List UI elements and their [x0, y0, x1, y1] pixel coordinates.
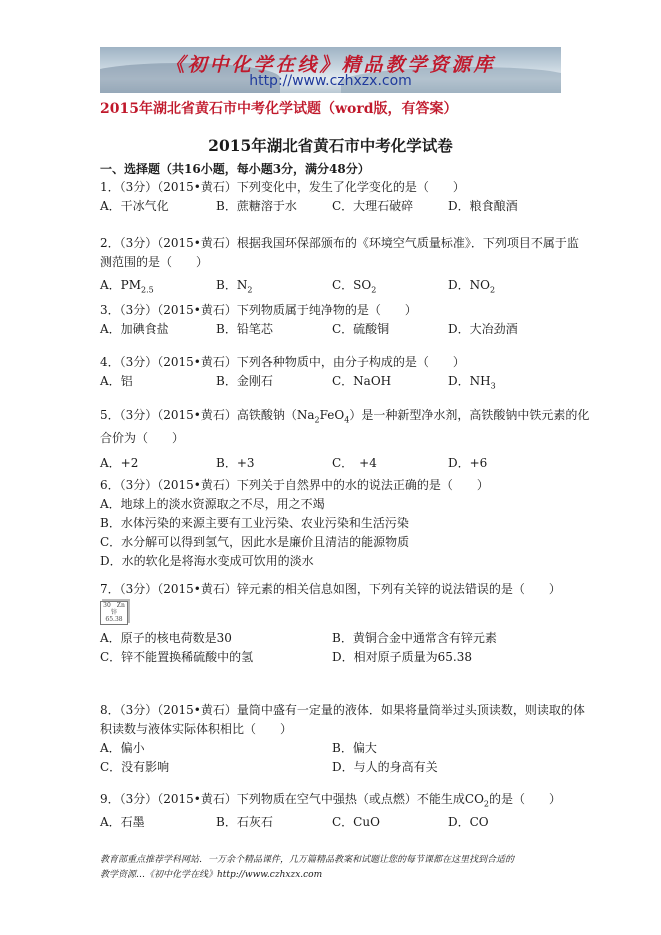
question-stem: 8．（3分）（2015•黄石）量筒中盛有一定量的液体．如果将量筒举过头顶读数，则读取的体: [100, 703, 585, 717]
option-d: D．$NH_3$: [448, 374, 496, 391]
question-stem: 3．（3分）（2015•黄石）下列物质属于纯净物的是（ ）: [100, 303, 417, 317]
option-a: A．+2: [100, 456, 139, 471]
question-2: [100, 234, 579, 295]
option-c: C．NaOH: [332, 374, 392, 388]
question-5: [100, 406, 590, 473]
document-link-title[interactable]: 2015年湖北省黄石市中考化学试题（word版，有答案）: [100, 101, 458, 117]
page-footer: [100, 853, 565, 883]
option-d: D．$NO_2$: [448, 278, 496, 295]
option-b: B．铅笔芯: [216, 322, 273, 336]
question-stem-continued: 合价为（ ）: [100, 431, 185, 446]
option-a: A．铝: [100, 374, 133, 388]
option-a: A．$PM_{2.5}$: [100, 278, 154, 295]
zinc-symbol: 30 Zn: [103, 602, 125, 609]
question-8: [100, 701, 585, 777]
option-a: A．干冰气化: [100, 199, 169, 213]
option-b: B．偏大: [332, 741, 377, 755]
footer-line-1: 教育部重点推荐学科网站．一万余个精品课件，几万篇精品教案和试题让您的每节课都在这里找到合适的: [100, 855, 515, 865]
option-c: C． +4: [332, 456, 377, 471]
option-a: A．加碘食盐: [100, 322, 169, 336]
option-b: B．黄铜合金中通常含有锌元素: [332, 631, 497, 645]
question-7: [100, 580, 565, 667]
option-c: C．大理石破碎: [332, 199, 414, 213]
question-stem-continued: 测范围的是（ ）: [100, 255, 209, 269]
option-d: D．大冶劲酒: [448, 322, 518, 336]
footer-line-2[interactable]: 教学资源…《初中化学在线》http://www.czhxzx.com: [100, 870, 323, 880]
zinc-element-card: [100, 601, 128, 625]
option-b: B．蔗糖溶于水: [216, 199, 297, 213]
option-c: C．硫酸铜: [332, 322, 390, 336]
banner-title: 《初中化学在线》精品教学资源库: [165, 54, 496, 76]
option-c: C．CuO: [332, 815, 380, 830]
option-a: A．偏小: [100, 741, 145, 755]
option-d: D．相对原子质量为65.38: [332, 650, 472, 664]
option-c: C．没有影响: [100, 760, 170, 774]
option-a: A．地球上的淡水资源取之不尽，用之不竭: [100, 497, 325, 511]
question-3: [100, 301, 565, 339]
option-b: B．石灰石: [216, 815, 273, 830]
question-4: [100, 353, 565, 391]
banner-url[interactable]: http://www.czhxzx.com: [249, 73, 412, 89]
option-b: B．+3: [216, 456, 255, 471]
option-c: C．锌不能置换稀硫酸中的氢: [100, 650, 254, 664]
option-d: D．水的软化是将海水变成可饮用的淡水: [100, 554, 314, 568]
question-6: [100, 476, 565, 571]
option-d: D．与人的身高有关: [332, 760, 438, 774]
page-title: 2015年湖北省黄石市中考化学试卷: [208, 136, 453, 155]
option-a: A．石墨: [100, 815, 145, 830]
option-d: D．CO: [448, 815, 489, 830]
question-stem: 5．（3分）（2015•黄石）高铁酸钠$(Na_2FeO_4)$是一种新型净水剂，高铁酸钠中铁元素的化: [100, 408, 590, 425]
question-stem: 6．（3分）（2015•黄石）下列关于自然界中的水的说法正确的是（ ）: [100, 478, 489, 492]
option-d: D．+6: [448, 456, 488, 471]
option-b: B．$N_2$: [216, 278, 253, 295]
question-1: [100, 178, 565, 216]
option-c: C．水分解可以得到氢气，因此水是廉价且清洁的能源物质: [100, 535, 410, 549]
question-stem: 4．（3分）（2015•黄石）下列各种物质中，由分子构成的是（ ）: [100, 355, 465, 369]
option-a: A．原子的核电荷数是30: [100, 631, 232, 645]
section-heading: 一、选择题（共16小题，每小题3分，满分48分）: [100, 162, 370, 176]
option-d: D．粮食酿酒: [448, 199, 518, 213]
option-b: B．金刚石: [216, 374, 273, 388]
question-stem-continued: 积读数与液体实际体积相比（ ）: [100, 722, 293, 736]
zinc-mass: 65.38: [105, 616, 123, 623]
option-b: B．水体污染的来源主要有工业污染、农业污染和生活污染: [100, 516, 409, 530]
question-9: [100, 790, 565, 832]
question-stem: 9．（3分）（2015•黄石）下列物质在空气中强热（或点燃）不能生成$CO_2$的是（ ）: [100, 792, 562, 809]
question-stem: 1．（3分）（2015•黄石）下列变化中，发生了化学变化的是（ ）: [100, 180, 465, 194]
header-banner: [100, 47, 561, 93]
question-stem: 7．（3分）（2015•黄石）锌元素的相关信息如图，下列有关锌的说法错误的是（ ）: [100, 582, 561, 596]
question-stem: 2．（3分）（2015•黄石）根据我国环保部颁布的《环境空气质量标准》．下列项目不属于监: [100, 236, 579, 250]
zinc-name: 锌: [110, 609, 117, 616]
option-c: C．$SO_2$: [332, 278, 377, 295]
